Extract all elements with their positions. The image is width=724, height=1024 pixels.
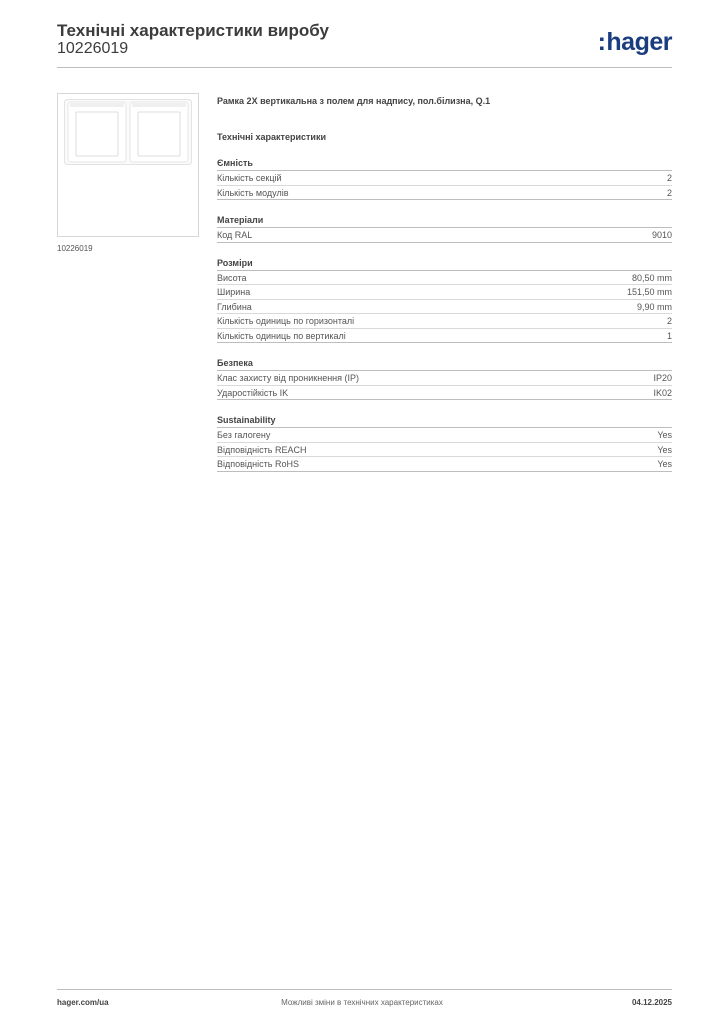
spec-content	[217, 95, 672, 472]
spec-row	[217, 329, 672, 344]
spec-value: 2	[666, 173, 672, 183]
footer-date: 04.12.2025	[631, 998, 672, 1007]
spec-label: Глибина	[217, 301, 252, 312]
spec-value: 9010	[651, 230, 672, 240]
spec-label: Відповідність REACH	[217, 444, 307, 455]
spec-section-dimensions	[217, 257, 672, 344]
section-title: Матеріали	[217, 214, 672, 228]
spec-row	[217, 171, 672, 186]
spec-value: 1	[666, 330, 672, 341]
section-title: Розміри	[217, 257, 672, 271]
spec-row	[217, 186, 672, 201]
spec-row	[217, 285, 672, 300]
spec-value: Yes	[657, 444, 672, 455]
spec-value: Yes	[657, 459, 672, 469]
section-title: Безпека	[217, 357, 672, 371]
spec-row	[217, 300, 672, 315]
specs-heading: Технічні характеристики	[217, 132, 326, 142]
spec-label: Клас захисту від проникнення (IP)	[217, 373, 360, 383]
spec-label: Кількість одиниць по горизонталі	[217, 316, 355, 326]
spec-value: 2	[666, 316, 672, 326]
footer-notice: Можливі зміни в технічних характеристиках	[281, 998, 443, 1007]
spec-value: 80,50 mm	[631, 272, 672, 283]
spec-value: Yes	[657, 430, 672, 440]
logo-text: hager	[606, 28, 672, 56]
spec-value: 2	[666, 187, 672, 198]
image-caption: 10226019	[57, 244, 93, 253]
page-title: Технічні характеристики виробу	[57, 21, 329, 40]
section-title: Sustainability	[217, 414, 672, 428]
spec-label: Кількість модулів	[217, 187, 289, 198]
spec-row	[217, 386, 672, 401]
spec-section-materials	[217, 214, 672, 243]
spec-value: 151,50 mm	[626, 287, 672, 297]
header-divider	[57, 67, 672, 68]
spec-section-safety	[217, 357, 672, 400]
spec-label: Без галогену	[217, 430, 271, 440]
section-title: Ємність	[217, 157, 672, 171]
spec-value: IP20	[653, 373, 672, 383]
spec-value: 9,90 mm	[636, 301, 672, 312]
spec-label: Висота	[217, 272, 247, 283]
spec-row	[217, 314, 672, 329]
product-description: Рамка 2X вертикальна з полем для надпису, пол.білизна, Q.1	[217, 96, 491, 106]
spec-value: IK02	[653, 387, 672, 398]
spec-label: Кількість одиниць по вертикалі	[217, 330, 346, 341]
spec-row	[217, 428, 672, 443]
spec-row	[217, 371, 672, 386]
hager-logo	[598, 28, 672, 56]
spec-label: Кількість секцій	[217, 173, 282, 183]
double-frame-icon	[64, 99, 192, 165]
spec-section-capacity	[217, 157, 672, 200]
product-image	[57, 93, 199, 237]
spec-row	[217, 457, 672, 472]
footer-website-link[interactable]: hager.com/ua	[57, 998, 109, 1007]
logo-colon-icon: :	[597, 28, 606, 56]
footer-divider	[57, 989, 672, 990]
spec-label: Ударостійкість IK	[217, 387, 289, 398]
product-code: 10226019	[57, 40, 129, 57]
spec-label: Відповідність RoHS	[217, 459, 299, 469]
spec-section-sustainability	[217, 414, 672, 472]
spec-row	[217, 443, 672, 458]
spec-row	[217, 271, 672, 286]
spec-label: Код RAL	[217, 230, 253, 240]
spec-row	[217, 228, 672, 243]
spec-label: Ширина	[217, 287, 251, 297]
